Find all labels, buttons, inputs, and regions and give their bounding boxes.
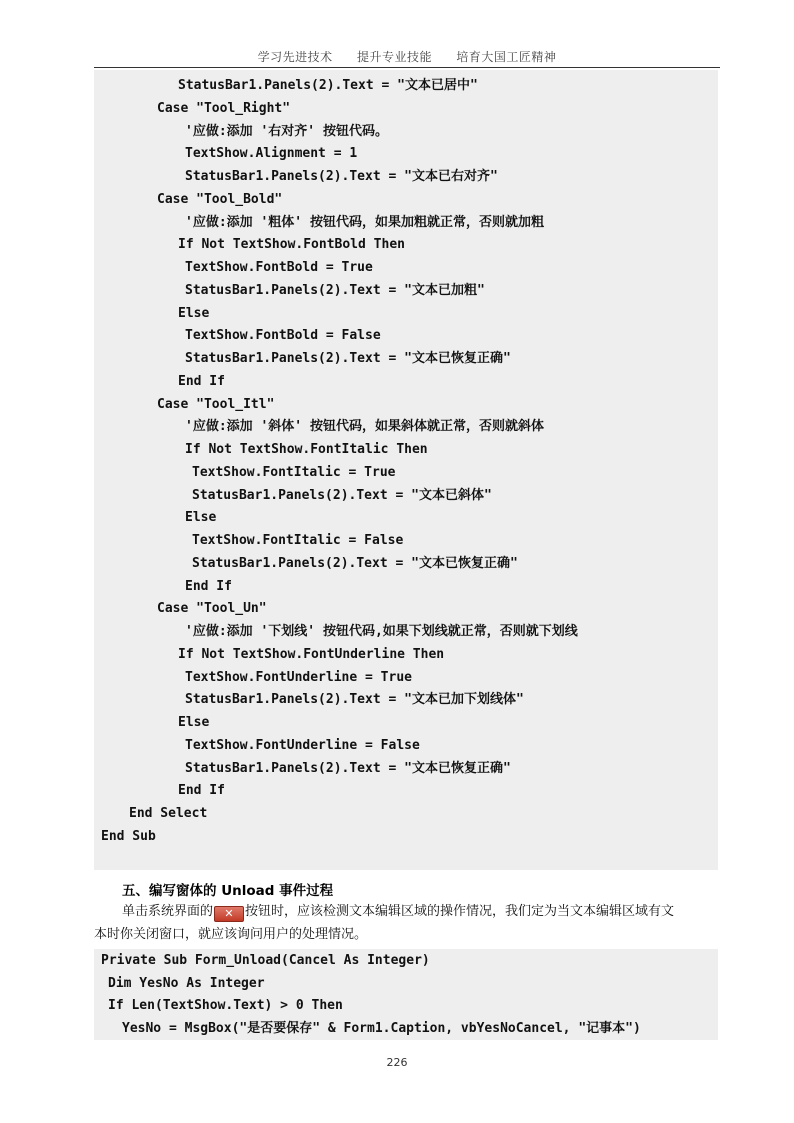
code-line: TextShow.FontItalic = False xyxy=(192,533,404,548)
code-line: Case "Tool_Un" xyxy=(157,601,267,617)
paragraph-text: 单击系统界面的 xyxy=(122,904,214,919)
code-line: If Not TextShow.FontUnderline Then xyxy=(178,646,445,662)
code-line: Else xyxy=(178,305,210,321)
code-line: End If xyxy=(178,373,225,389)
section-title: 五、编写窗体的 Unload 事件过程 xyxy=(122,883,334,899)
code-line: TextShow.Alignment = 1 xyxy=(185,146,358,162)
code-line: TextShow.FontBold = False xyxy=(185,328,381,344)
code-line: TextShow.FontUnderline = False xyxy=(185,737,420,753)
code-line: Else xyxy=(185,510,217,526)
code-line: End If xyxy=(185,578,232,594)
code-line: TextShow.FontBold = True xyxy=(185,260,373,275)
code-line: '应做:添加 '斜体' 按钮代码，如果斜体就正常，否则就斜体 xyxy=(185,419,544,435)
code-line: '应做:添加 '粗体' 按钮代码，如果加粗就正常，否则就加粗 xyxy=(185,214,544,230)
header-rule xyxy=(94,67,720,68)
header-item: 学习先进技术 xyxy=(257,50,333,64)
code-line: End If xyxy=(178,783,225,799)
code-line: Case "Tool_Bold" xyxy=(157,191,283,207)
code-line: End Sub xyxy=(101,828,156,844)
paragraph-text: 按钮时，应该检测文本编辑区域的操作情况，我们定为当文本编辑区域有文 xyxy=(245,904,675,919)
code-line: StatusBar1.Panels(2).Text = "文本已加下划线体" xyxy=(185,692,524,708)
code-line: Case "Tool_Right" xyxy=(157,100,291,116)
code-line: StatusBar1.Panels(2).Text = "文本已恢复正确" xyxy=(192,555,518,571)
paragraph-line-2: 本时你关闭窗口，就应该询问用户的处理情况。 xyxy=(94,927,368,942)
paragraph-line-1 xyxy=(122,904,674,922)
code-line: '应做:添加 '右对齐' 按钮代码。 xyxy=(185,123,388,139)
code-line: '应做:添加 '下划线' 按钮代码,如果下划线就正常，否则就下划线 xyxy=(185,624,578,639)
code-block-form-unload xyxy=(94,949,718,1040)
code-line: StatusBar1.Panels(2).Text = "文本已右对齐" xyxy=(185,169,498,184)
code-line: Else xyxy=(178,715,210,730)
code-line: StatusBar1.Panels(2).Text = "文本已恢复正确" xyxy=(185,760,511,776)
code-line: If Not TextShow.FontBold Then xyxy=(178,237,405,253)
code-line: If Len(TextShow.Text) > 0 Then xyxy=(108,998,343,1013)
code-line: StatusBar1.Panels(2).Text = "文本已斜体" xyxy=(192,487,492,503)
code-line: StatusBar1.Panels(2).Text = "文本已加粗" xyxy=(185,282,485,298)
code-line: End Select xyxy=(129,806,208,821)
header-item: 培育大国工匠精神 xyxy=(456,50,557,64)
code-line: Case "Tool_Itl" xyxy=(157,396,275,412)
code-line: TextShow.FontItalic = True xyxy=(192,464,396,480)
code-line: YesNo = MsgBox("是否要保存" & Form1.Caption, vbYesNoCancel, "记事本") xyxy=(122,1020,641,1036)
code-line: TextShow.FontUnderline = True xyxy=(185,669,412,685)
code-block-select-case xyxy=(94,70,718,870)
code-line: Dim YesNo As Integer xyxy=(108,975,265,991)
code-line: If Not TextShow.FontItalic Then xyxy=(185,442,428,457)
header-item: 提升专业技能 xyxy=(356,50,432,64)
close-icon: ✕ xyxy=(214,906,244,922)
page-number: 226 xyxy=(386,1056,408,1069)
page-header xyxy=(94,48,720,66)
code-line: StatusBar1.Panels(2).Text = "文本已居中" xyxy=(178,78,478,93)
code-line: StatusBar1.Panels(2).Text = "文本已恢复正确" xyxy=(185,351,511,366)
code-line: Private Sub Form_Unload(Cancel As Integer) xyxy=(101,953,430,968)
